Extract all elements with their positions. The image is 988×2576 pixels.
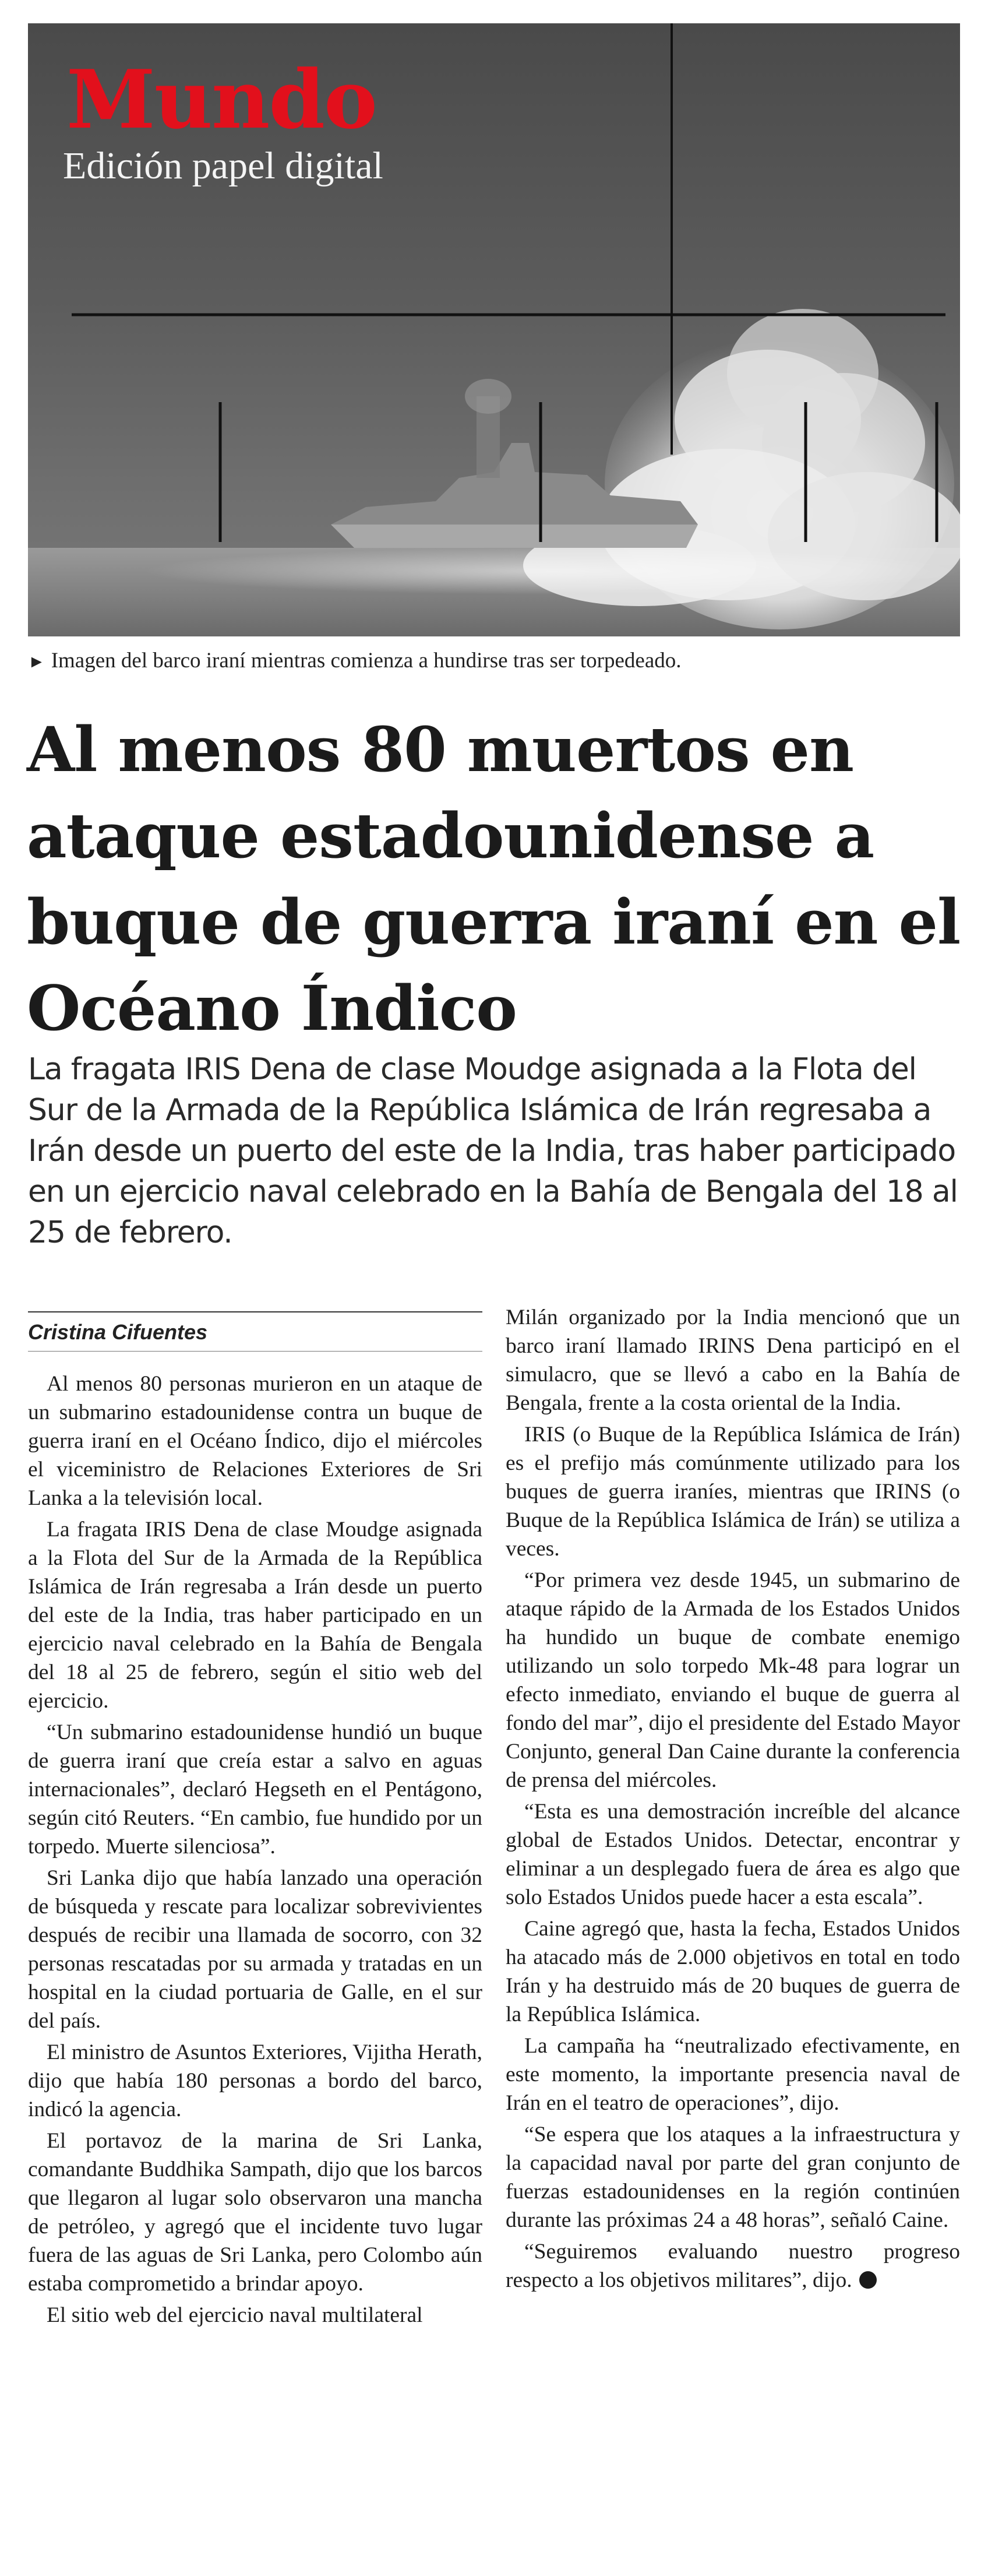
byline-bottom-rule [28, 1351, 482, 1352]
body-paragraph: La fragata IRIS Dena de clase Moudge asignada a la Flota del Sur de la Armada de la República Islámica de Irán regresaba a Irán desde un puerto del este de la India, tras haber participado en un ejercicio naval celebrado en la Bahía de Bengala del 18 al 25 de febrero, según el sitio web del ejercicio. [28, 1518, 482, 1713]
final-paragraph-text: “Seguiremos evaluando nuestro progreso respecto a los objetivos militares”, dijo. [506, 2240, 960, 2292]
body-paragraph: Milán organizado por la India mencionó que un barco iraní llamado IRINS Dena participó en el simulacro, que se llevó a cabo en la Bahía de Bengala, frente a la costa oriental de la India. [506, 1305, 960, 1415]
edition-label: Edición papel digital [63, 145, 383, 187]
body-paragraph-final [506, 2237, 960, 2295]
caption-text: Imagen del barco iraní mientras comienza a hundirse tras ser torpedeado. [51, 649, 682, 673]
body-column-left [28, 1370, 482, 2332]
headline: Al menos 80 muertos en ataque estadounidense a buque de guerra iraní en el Océano Índico [27, 713, 961, 1044]
section-title: Mundo [66, 52, 376, 147]
body-paragraph: El ministro de Asuntos Exteriores, Vijitha Herath, dijo que había 180 personas a bordo del barco, indicó la agencia. [28, 2040, 482, 2121]
body-paragraph: El portavoz de la marina de Sri Lanka, comandante Buddhika Sampath, dijo que los barcos que llegaron al lugar solo observaron una mancha de petróleo, y agregó que el incidente tuvo lugar fuera de las aguas de Sri Lanka, pero Colombo aún estaba comprometido a brindar apoyo. [28, 2129, 482, 2296]
body-column-right [506, 1303, 960, 2297]
body-paragraph: El sitio web del ejercicio naval multilateral [47, 2303, 423, 2327]
body-paragraph: “Esta es una demostración increíble del alcance global de Estados Unidos. Detectar, encontrar y eliminar a un desplegado fuera de área es algo que solo Estados Unidos puede hacer a esta escala”. [506, 1800, 960, 1909]
byline-top-rule [28, 1311, 482, 1312]
body-paragraph: “Un submarino estadounidense hundió un buque de guerra iraní que creía estar a salvo en aguas internacionales”, declaró Hegseth en el Pentágono, según citó Reuters. “En cambio, fue hundido por un torpedo. Muerte silenciosa”. [28, 1720, 482, 1859]
body-paragraph: “Por primera vez desde 1945, un submarino de ataque rápido de la Armada de los Estados Unidos ha hundido un buque de combate enemigo utilizando un solo torpedo Mk-48 para lograr un efecto inmediato, enviando el buque de guerra al fondo del mar”, dijo el presidente del Estado Mayor Conjunto, general Dan Caine durante la conferencia de prensa del miércoles. [506, 1568, 960, 1792]
body-paragraph: Caine agregó que, hasta la fecha, Estados Unidos ha atacado más de 2.000 objetivos en total en todo Irán y ha destruido más de 20 buques de guerra de la República Islámica. [506, 1917, 960, 2026]
photo-caption [28, 647, 960, 676]
lead-paragraph: La fragata IRIS Dena de clase Moudge asignada a la Flota del Sur de la Armada de la República Islámica de Irán regresaba a Irán desde un puerto del este de la India, tras haber participado en un ejercicio naval celebrado en la Bahía de Bengala del 18 al 25 de febrero. [28, 1052, 958, 1250]
body-paragraph: Al menos 80 personas murieron en un ataque de un submarino estadounidense contra un buque de guerra iraní en el Océano Índico, dijo el miércoles el viceministro de Relaciones Exteriores de Sri Lanka a la televisión local. [28, 1372, 482, 1510]
caption-arrow-icon: ► [28, 652, 45, 671]
lead-photo [28, 23, 960, 636]
body-paragraph: “Se espera que los ataques a la infraestructura y la capacidad naval por parte del gran conjunto de fuerzas estadounidenses en la región continúen durante las próximas 24 a 48 horas”, señaló Caine. [506, 2123, 960, 2232]
byline: Cristina Cifuentes [28, 1320, 208, 1344]
end-of-article-icon [859, 2271, 877, 2289]
body-paragraph: Sri Lanka dijo que había lanzado una operación de búsqueda y rescate para localizar sobrevivientes después de recibir una llamada de socorro, con 32 personas rescatadas por su armada y tratadas en un hospital en la ciudad portuaria de Galle, en el sur del país. [28, 1866, 482, 2033]
body-paragraph: IRIS (o Buque de la República Islámica de Irán) es el prefijo más comúnmente utilizado para los buques de guerra iraníes, mientras que IRINS (o Buque de la República Islámica de Irán) se utiliza a veces. [506, 1423, 960, 1561]
body-paragraph: La campaña ha “neutralizado efectivamente, en este momento, la importante presencia naval de Irán en el teatro de operaciones”, dijo. [506, 2034, 960, 2115]
